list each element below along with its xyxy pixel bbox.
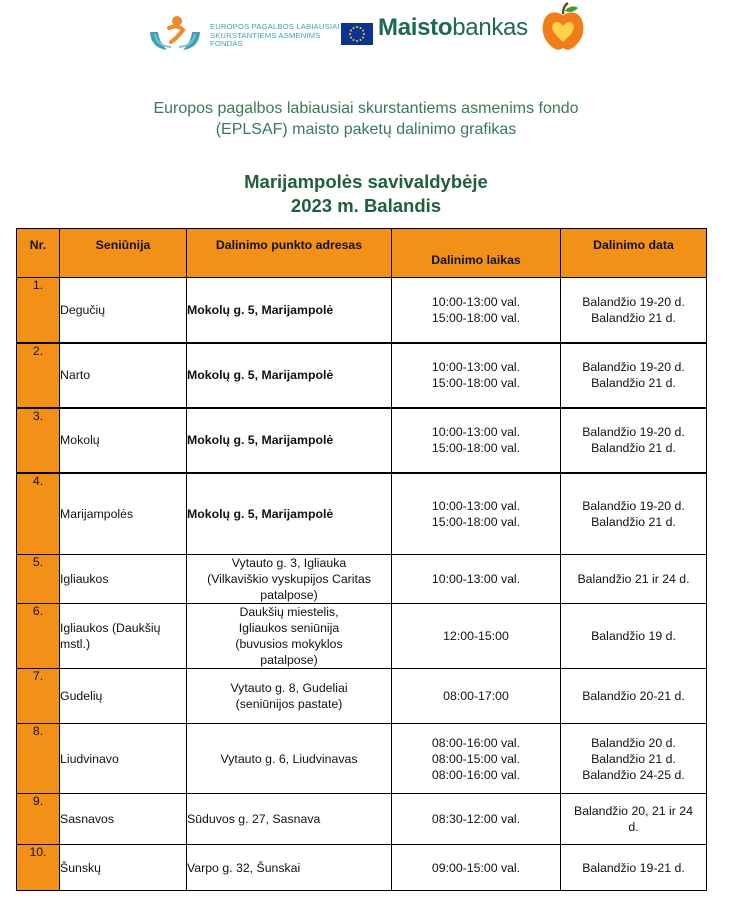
cell-laikas-line: 15:00-18:00 val. bbox=[431, 310, 521, 325]
cell-seniunija-line: Degučių bbox=[60, 302, 106, 317]
cell-nr: 7. bbox=[17, 669, 60, 724]
cell-data-line: Balandžio 21 ir 24 d. bbox=[577, 572, 690, 586]
cell-laikas-line: 10:00-13:00 val. bbox=[431, 360, 521, 374]
cell-laikas-line: 15:00-18:00 val. bbox=[431, 514, 521, 529]
table-row bbox=[17, 278, 707, 343]
cell-laikas-line: 12:00-15:00 bbox=[443, 629, 509, 643]
cell-adresas bbox=[187, 555, 392, 604]
cell-nr: 9. bbox=[17, 794, 60, 845]
cell-adresas-line: Vytauto g. 6, Liudvinavas bbox=[220, 751, 358, 766]
cell-seniunija-line: Mokolų bbox=[60, 433, 100, 447]
cell-seniunija bbox=[60, 669, 187, 724]
cell-seniunija-line: mstl.) bbox=[60, 637, 91, 651]
cell-seniunija bbox=[60, 343, 187, 408]
header-laikas: Dalinimo laikas bbox=[392, 229, 561, 278]
header-data: Dalinimo data bbox=[561, 229, 707, 278]
cell-adresas-line: Mokolų g. 5, Marijampolė bbox=[187, 433, 334, 447]
cell-laikas-line: 08:00-15:00 val. bbox=[431, 751, 521, 766]
cell-adresas bbox=[187, 343, 392, 408]
cell-adresas bbox=[187, 473, 392, 555]
cell-data-line: Balandžio 21 d. bbox=[591, 310, 676, 325]
table-row bbox=[17, 845, 707, 891]
cell-adresas-line: Mokolų g. 5, Marijampolė bbox=[187, 506, 334, 521]
header-nr: Nr. bbox=[17, 229, 60, 278]
cell-seniunija bbox=[60, 604, 187, 669]
title-line: (EPLSAF) maisto paketų dalinimo grafikas bbox=[215, 121, 517, 138]
cell-laikas bbox=[392, 794, 561, 845]
table-row bbox=[17, 555, 707, 604]
cell-seniunija-line: Gudelių bbox=[60, 689, 103, 703]
cell-adresas-line: (buvusios mokyklos bbox=[235, 637, 343, 651]
cell-nr: 8. bbox=[17, 724, 60, 794]
document-subtitle bbox=[0, 170, 732, 218]
cell-seniunija bbox=[60, 724, 187, 794]
epl-logo-line: EUROPOS PAGALBOS LABIAUSIAI bbox=[210, 22, 340, 31]
cell-laikas-line: 15:00-18:00 val. bbox=[431, 376, 521, 390]
mb-logo-regular: bankas bbox=[452, 14, 528, 41]
table-header-row bbox=[17, 229, 707, 278]
epl-fund-logo-text bbox=[210, 23, 340, 49]
cell-adresas-line: Igliaukos seniūnija bbox=[238, 621, 340, 635]
cell-nr: 3. bbox=[17, 408, 60, 473]
cell-data bbox=[561, 604, 707, 669]
cell-adresas-line: Daukšių miestelis, bbox=[239, 605, 339, 619]
cell-data bbox=[561, 669, 707, 724]
cell-adresas bbox=[187, 794, 392, 845]
cell-data-line: Balandžio 24-25 d. bbox=[582, 767, 685, 782]
cell-laikas bbox=[392, 845, 561, 891]
cell-laikas bbox=[392, 724, 561, 794]
cell-data bbox=[561, 724, 707, 794]
cell-seniunija bbox=[60, 555, 187, 604]
cell-nr: 5. bbox=[17, 555, 60, 604]
cell-adresas-line: Vytauto g. 8, Gudeliai bbox=[230, 681, 348, 695]
cell-adresas-line: (seniūnijos pastate) bbox=[235, 697, 343, 711]
table-row bbox=[17, 343, 707, 408]
cell-nr: 1. bbox=[17, 278, 60, 343]
cell-nr: 2. bbox=[17, 343, 60, 408]
cell-data-line: Balandžio 20 d. bbox=[591, 735, 676, 750]
cell-laikas bbox=[392, 473, 561, 555]
table-row bbox=[17, 669, 707, 724]
cell-adresas bbox=[187, 845, 392, 891]
cell-adresas-line: Varpo g. 32, Šunskai bbox=[187, 860, 301, 875]
cell-seniunija bbox=[60, 473, 187, 555]
header-adresas: Dalinimo punkto adresas bbox=[187, 229, 392, 278]
cell-seniunija-line: Narto bbox=[60, 368, 91, 382]
cell-data-line: Balandžio 20-21 d. bbox=[582, 689, 685, 703]
title-line: Europos pagalbos labiausiai skurstantiems asmenims fondo bbox=[153, 100, 579, 117]
table-row bbox=[17, 724, 707, 794]
cell-laikas bbox=[392, 604, 561, 669]
cell-data-line: Balandžio 21 d. bbox=[591, 514, 676, 529]
cell-data-line: d. bbox=[628, 820, 639, 834]
table-row bbox=[17, 408, 707, 473]
cell-nr: 6. bbox=[17, 604, 60, 669]
cell-data-line: Balandžio 19-21 d. bbox=[582, 860, 685, 875]
subtitle-line: Marijampolės savivaldybėje bbox=[244, 171, 488, 192]
cell-data-line: Balandžio 19-20 d. bbox=[582, 425, 685, 439]
cell-laikas-line: 15:00-18:00 val. bbox=[431, 441, 521, 455]
cell-seniunija-line: Šunskų bbox=[60, 860, 102, 875]
cell-seniunija-line: Igliaukos bbox=[60, 572, 109, 586]
cell-laikas bbox=[392, 343, 561, 408]
cell-adresas-line: Mokolų g. 5, Marijampolė bbox=[187, 368, 334, 382]
cell-adresas-line: Vytauto g. 3, Igliauka bbox=[231, 556, 347, 570]
epl-logo-line: FONDAS bbox=[210, 39, 243, 49]
maistobankas-logo bbox=[378, 14, 528, 42]
cell-data-line: Balandžio 20, 21 ir 24 bbox=[574, 804, 693, 818]
cell-data-line: Balandžio 19 d. bbox=[591, 629, 676, 643]
cell-adresas bbox=[187, 669, 392, 724]
epl-logo-line: SKURSTANTIEMS ASMENIMS bbox=[210, 30, 321, 40]
apple-heart-icon bbox=[540, 2, 586, 52]
table-row bbox=[17, 794, 707, 845]
cell-data-line: Balandžio 21 d. bbox=[591, 441, 676, 455]
cell-adresas-line: (Vilkaviškio vyskupijos Caritas bbox=[207, 572, 371, 586]
mb-logo-bold: Maisto bbox=[378, 14, 453, 41]
cell-laikas-line: 08:00-16:00 val. bbox=[431, 767, 521, 782]
cell-laikas-line: 08:30-12:00 val. bbox=[431, 812, 521, 826]
cell-adresas-line: Sūduvos g. 27, Sasnava bbox=[187, 812, 321, 826]
cell-laikas-line: 10:00-13:00 val. bbox=[431, 572, 521, 586]
cell-data-line: Balandžio 21 d. bbox=[591, 751, 676, 766]
cell-seniunija-line: Sasnavos bbox=[60, 812, 115, 826]
cell-adresas-line: patalpose) bbox=[260, 588, 318, 602]
table-row bbox=[17, 473, 707, 555]
header-seniunija: Seniūnija bbox=[60, 229, 187, 278]
cell-laikas-line: 10:00-13:00 val. bbox=[431, 498, 521, 513]
schedule-table bbox=[16, 228, 707, 891]
cell-data bbox=[561, 408, 707, 473]
cell-laikas bbox=[392, 278, 561, 343]
cell-data-line: Balandžio 19-20 d. bbox=[582, 294, 685, 309]
cell-data bbox=[561, 343, 707, 408]
cell-adresas bbox=[187, 408, 392, 473]
cell-laikas-line: 10:00-13:00 val. bbox=[431, 294, 521, 309]
cell-data bbox=[561, 555, 707, 604]
cell-seniunija bbox=[60, 278, 187, 343]
cell-laikas bbox=[392, 408, 561, 473]
cell-data bbox=[561, 845, 707, 891]
cell-adresas-line: patalpose) bbox=[260, 653, 318, 667]
cell-data-line: Balandžio 19-20 d. bbox=[582, 498, 685, 513]
document-title bbox=[0, 98, 732, 140]
cell-nr: 4. bbox=[17, 473, 60, 555]
cell-data bbox=[561, 473, 707, 555]
cell-seniunija-line: Marijampolės bbox=[60, 506, 134, 521]
cell-data bbox=[561, 278, 707, 343]
cell-laikas-line: 10:00-13:00 val. bbox=[431, 425, 521, 439]
cell-adresas bbox=[187, 724, 392, 794]
cell-adresas bbox=[187, 278, 392, 343]
cell-laikas-line: 09:00-15:00 val. bbox=[431, 860, 521, 875]
cell-data-line: Balandžio 19-20 d. bbox=[582, 360, 685, 374]
eu-flag-icon bbox=[341, 23, 373, 45]
cell-seniunija bbox=[60, 845, 187, 891]
cell-data bbox=[561, 794, 707, 845]
cell-laikas-line: 08:00-17:00 bbox=[443, 689, 509, 703]
header-logos bbox=[0, 0, 732, 60]
cell-seniunija-line: Igliaukos (Daukšių bbox=[60, 621, 161, 635]
cell-data-line: Balandžio 21 d. bbox=[591, 376, 676, 390]
cell-laikas-line: 08:00-16:00 val. bbox=[431, 735, 521, 750]
cell-seniunija-line: Liudvinavo bbox=[60, 751, 119, 766]
cell-laikas bbox=[392, 555, 561, 604]
epl-fund-logo-icon bbox=[147, 14, 203, 54]
table-row bbox=[17, 604, 707, 669]
cell-laikas bbox=[392, 669, 561, 724]
cell-seniunija bbox=[60, 408, 187, 473]
cell-nr: 10. bbox=[17, 845, 60, 891]
cell-adresas bbox=[187, 604, 392, 669]
subtitle-line: 2023 m. Balandis bbox=[290, 195, 442, 216]
cell-seniunija bbox=[60, 794, 187, 845]
cell-adresas-line: Mokolų g. 5, Marijampolė bbox=[187, 302, 334, 317]
